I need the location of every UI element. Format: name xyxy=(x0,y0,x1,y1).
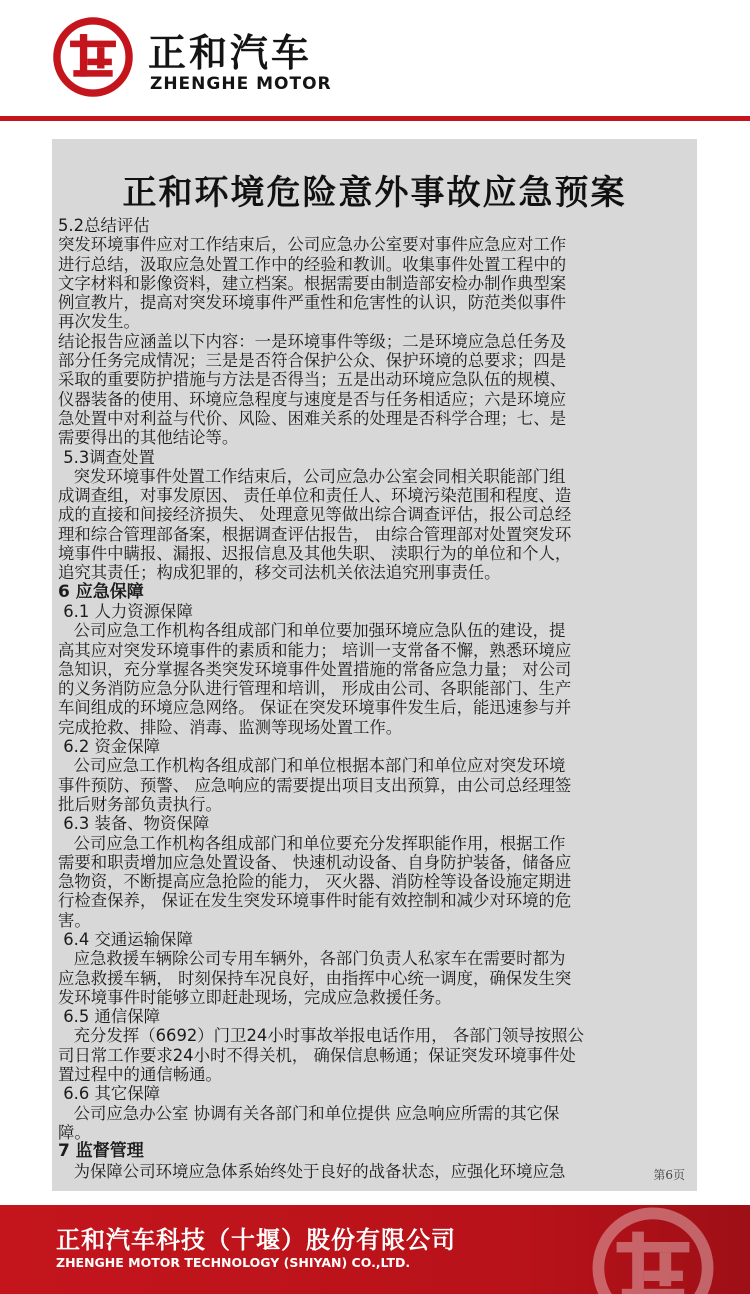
text-line: 进行总结，汲取应急处置工作中的经验和教训。收集事件处置工程中的 xyxy=(58,254,567,274)
text-line: 的义务消防应急分队进行管理和培训， 形成由公司、各职能部门、生产 xyxy=(58,679,572,699)
text-line: 应急救援车辆， 时刻保持车况良好，由指挥中心统一调度，确保发生突 xyxy=(58,968,572,988)
text-line: 追究其责任；构成犯罪的，移交司法机关依法追究刑事责任。 xyxy=(58,563,501,583)
text-line: 障。 xyxy=(58,1122,91,1142)
text-line: 需要和职责增加应急处置设备、 快速机动设备、自身防护装备，储备应 xyxy=(58,852,572,872)
text-line: 事件预防、预警、 应急响应的需要提出项目支出预算，由公司总经理签 xyxy=(58,775,572,795)
text-line: 再次发生。 xyxy=(58,312,140,332)
text-line: 公司应急工作机构各组成部门和单位要加强环境应急队伍的建设，提 xyxy=(58,621,566,641)
document-panel xyxy=(52,139,697,1191)
text-line: 高其应对突发环境事件的素质和能力； 培训一支常备不懈，熟悉环境应 xyxy=(58,640,572,660)
text-line: 为保障公司环境应急体系始终处于良好的战备状态，应强化环境应急 xyxy=(58,1161,566,1181)
text-line: 车间组成的环境应急网络。 保证在突发环境事件发生后，能迅速参与并 xyxy=(58,698,572,718)
text-line: 采取的重要防护措施与方法是否得当；五是出动环境应急队伍的规模、 xyxy=(58,370,567,390)
brand-name-cn: 正和汽车 xyxy=(148,31,313,75)
text-line: 境事件中瞒报、漏报、迟报信息及其他失职、 渎职行为的单位和个人， xyxy=(58,544,572,564)
text-line: 成的直接和间接经济损失、 处理意见等做出综合调查评估，报公司总经 xyxy=(58,505,572,525)
text-line: 急物资，不断提高应急抢险的能力， 灭火器、消防栓等设备设施定期进 xyxy=(58,872,572,892)
text-line: 6.1 人力资源保障 xyxy=(58,601,193,621)
footer xyxy=(0,1205,750,1294)
text-line: 急处置中对利益与代价、风险、困难关系的处理是否科学合理；七、是 xyxy=(58,408,567,428)
text-line: 部分任务完成情况；三是是否符合保护公众、保护环境的总要求；四是 xyxy=(58,351,567,371)
text-line: 理和综合管理部备案，根据调查评估报告， 由综合管理部对处置突发环 xyxy=(58,524,572,544)
document-body xyxy=(58,216,694,1181)
footer-company-cn: 正和汽车科技（十堰）股份有限公司 xyxy=(56,1226,456,1254)
section-heading: 7 监督管理 xyxy=(58,1141,144,1162)
page-number: 第6页 xyxy=(653,1168,685,1182)
text-line: 突发环境事件处置工作结束后，公司应急办公室会同相关职能部门组 xyxy=(58,466,566,486)
text-line: 公司应急工作机构各组成部门和单位要充分发挥职能作用，根据工作 xyxy=(58,833,566,853)
zhenghe-logo-icon xyxy=(52,16,134,98)
text-line: 充分发挥（6692）门卫24小时事故举报电话作用， 各部门领导按照公 xyxy=(58,1026,584,1046)
text-line: 批后财务部负责执行。 xyxy=(58,794,222,814)
text-line: 突发环境事件应对工作结束后，公司应急办公室要对事件应急应对工作 xyxy=(58,235,567,255)
document-title: 正和环境危险意外事故应急预案 xyxy=(122,173,627,213)
text-line: 应急救援车辆除公司专用车辆外，各部门负责人私家车在需要时都为 xyxy=(58,949,566,969)
text-line: 6.5 通信保障 xyxy=(58,1007,161,1027)
text-line: 成调查组，对事发原因、 责任单位和责任人、环境污染范围和程度、造 xyxy=(58,486,572,506)
text-line: 发环境事件时能够立即赶赴现场，完成应急救援任务。 xyxy=(58,987,452,1007)
text-line: 公司应急工作机构各组成部门和单位根据本部门和单位应对突发环境 xyxy=(58,756,566,776)
header-divider xyxy=(0,116,750,121)
text-line: 完成抢救、排险、消毒、监测等现场处置工作。 xyxy=(58,717,403,737)
footer-company-en: ZHENGHE MOTOR TECHNOLOGY (SHIYAN) CO.,LTD. xyxy=(56,1255,411,1270)
text-line: 6.4 交通运输保障 xyxy=(58,929,193,949)
zhenghe-watermark-icon xyxy=(588,1205,718,1294)
text-line: 司日常工作要求24小时不得关机， 确保信息畅通；保证突发环境事件处 xyxy=(58,1045,576,1065)
text-line: 置过程中的通信畅通。 xyxy=(58,1065,222,1085)
section-heading: 6 应急保障 xyxy=(58,581,144,602)
text-line: 结论报告应涵盖以下内容：一是环境事件等级；二是环境应急总任务及 xyxy=(58,331,567,351)
text-line: 文字材料和影像资料，建立档案。根据需要由制造部安检办制作典型案 xyxy=(58,273,567,293)
header xyxy=(0,0,750,115)
text-line: 6.2 资金保障 xyxy=(58,737,161,757)
text-line: 害。 xyxy=(58,910,91,930)
text-line: 5.2总结评估 xyxy=(58,216,150,235)
text-line: 6.3 装备、物资保障 xyxy=(58,814,210,834)
text-line: 5.3调查处置 xyxy=(58,447,155,467)
text-line: 例宣教片，提高对突发环境事件严重性和危害性的认识，防范类似事件 xyxy=(58,293,567,313)
text-line: 行检查保养， 保证在发生突发环境事件时能有效控制和减少对环境的危 xyxy=(58,891,572,911)
text-line: 急知识，充分掌握各类突发环境事件处置措施的常备应急力量； 对公司 xyxy=(58,659,572,679)
brand-name-en: ZHENGHE MOTOR xyxy=(150,74,332,94)
text-line: 6.6 其它保障 xyxy=(58,1084,161,1104)
text-line: 公司应急办公室 协调有关各部门和单位提供 应急响应所需的其它保 xyxy=(58,1103,560,1123)
text-line: 仪器装备的使用、环境应急程度与速度是否与任务相适应；六是环境应 xyxy=(58,389,567,409)
text-line: 需要得出的其他结论等。 xyxy=(58,428,239,448)
